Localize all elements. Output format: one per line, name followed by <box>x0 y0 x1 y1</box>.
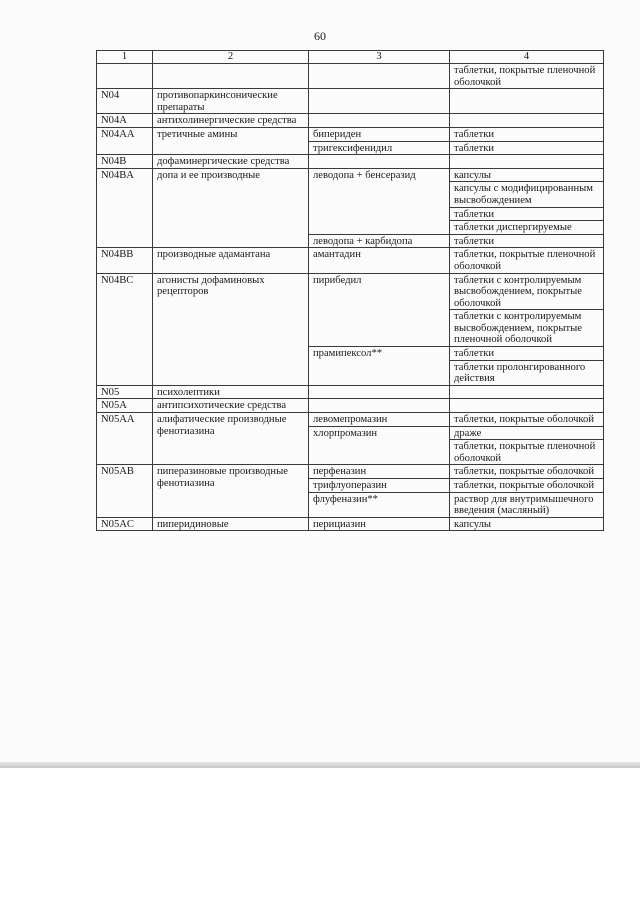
atc-code-cell: N04BC <box>97 273 153 385</box>
form-cell: драже <box>450 426 604 440</box>
table-row <box>97 155 604 169</box>
form-cell: таблетки, покрытые пленочной оболочкой <box>450 64 604 89</box>
page-edge <box>0 762 640 768</box>
atc-code-cell: N04AA <box>97 127 153 154</box>
form-cell: таблетки <box>450 127 604 141</box>
column-header: 2 <box>153 51 309 64</box>
group-cell: антипсихотические средства <box>153 399 309 413</box>
form-cell <box>450 385 604 399</box>
drug-cell: тригексифенидил <box>309 141 450 155</box>
form-cell <box>450 399 604 413</box>
drug-cell <box>309 89 450 114</box>
form-cell: капсулы <box>450 168 604 182</box>
form-cell: таблетки, покрытые оболочкой <box>450 479 604 493</box>
group-cell: антихолинергические средства <box>153 114 309 128</box>
form-cell: капсулы с модифицированным высвобождением <box>450 182 604 207</box>
table-row <box>97 517 604 531</box>
drug-cell: пирибедил <box>309 273 450 347</box>
table-row <box>97 114 604 128</box>
form-cell <box>450 89 604 114</box>
form-cell: таблетки, покрытые пленочной оболочкой <box>450 440 604 465</box>
group-cell <box>153 64 309 89</box>
table-row <box>97 385 604 399</box>
form-cell: таблетки, покрытые оболочкой <box>450 413 604 427</box>
drug-cell: прамипексол** <box>309 347 450 386</box>
table-row <box>97 413 604 427</box>
drug-cell <box>309 64 450 89</box>
form-cell <box>450 114 604 128</box>
drug-cell: левомепромазин <box>309 413 450 427</box>
form-cell <box>450 155 604 169</box>
table-row <box>97 399 604 413</box>
group-cell: психолептики <box>153 385 309 399</box>
atc-code-cell: N05AB <box>97 465 153 517</box>
drug-cell: бипериден <box>309 127 450 141</box>
form-cell: таблетки с контролируемым высвобождением, покрытые оболочкой <box>450 273 604 310</box>
group-cell: пиперидиновые <box>153 517 309 531</box>
table-row <box>97 273 604 310</box>
drug-cell: леводопа + карбидопа <box>309 234 450 248</box>
drug-cell: флуфеназин** <box>309 492 450 517</box>
form-cell: раствор для внутримышечного введения (масляный) <box>450 492 604 517</box>
group-cell: дофаминергические средства <box>153 155 309 169</box>
group-cell: алифатические производные фенотиазина <box>153 413 309 465</box>
drug-cell: хлорпромазин <box>309 426 450 465</box>
atc-code-cell: N05 <box>97 385 153 399</box>
form-cell: таблетки <box>450 347 604 361</box>
table-row <box>97 465 604 479</box>
form-cell: таблетки, покрытые оболочкой <box>450 465 604 479</box>
group-cell: противопаркинсонические препараты <box>153 89 309 114</box>
page-number: 60 <box>314 29 326 43</box>
table-row <box>97 89 604 114</box>
atc-code-cell <box>97 64 153 89</box>
header-row <box>97 51 604 64</box>
drug-table <box>96 50 604 531</box>
drug-cell: перициазин <box>309 517 450 531</box>
form-cell: таблетки, покрытые пленочной оболочкой <box>450 248 604 273</box>
column-header: 3 <box>309 51 450 64</box>
group-cell: допа и ее производные <box>153 168 309 248</box>
group-cell: производные адамантана <box>153 248 309 273</box>
drug-cell <box>309 155 450 169</box>
form-cell: капсулы <box>450 517 604 531</box>
form-cell: таблетки <box>450 141 604 155</box>
drug-cell <box>309 114 450 128</box>
group-cell: пиперазиновые производные фенотиазина <box>153 465 309 517</box>
table-row <box>97 127 604 141</box>
form-cell: таблетки диспергируемые <box>450 221 604 235</box>
table-row <box>97 168 604 182</box>
form-cell: таблетки <box>450 234 604 248</box>
drug-cell <box>309 385 450 399</box>
group-cell: третичные амины <box>153 127 309 154</box>
atc-code-cell: N05AC <box>97 517 153 531</box>
drug-cell: перфеназин <box>309 465 450 479</box>
drug-cell: трифлуоперазин <box>309 479 450 493</box>
table-row <box>97 64 604 89</box>
atc-code-cell: N05AA <box>97 413 153 465</box>
column-header: 1 <box>97 51 153 64</box>
atc-code-cell: N05A <box>97 399 153 413</box>
atc-code-cell: N04 <box>97 89 153 114</box>
atc-code-cell: N04BB <box>97 248 153 273</box>
form-cell: таблетки с контролируемым высвобождением, покрытые пленочной оболочкой <box>450 310 604 347</box>
atc-code-cell: N04B <box>97 155 153 169</box>
atc-code-cell: N04BA <box>97 168 153 248</box>
form-cell: таблетки пролонгированного действия <box>450 360 604 385</box>
atc-code-cell: N04A <box>97 114 153 128</box>
form-cell: таблетки <box>450 207 604 221</box>
drug-cell: амантадин <box>309 248 450 273</box>
group-cell: агонисты дофаминовых рецепторов <box>153 273 309 385</box>
drug-cell <box>309 399 450 413</box>
drug-cell: леводопа + бенсеразид <box>309 168 450 234</box>
column-header: 4 <box>450 51 604 64</box>
table-row <box>97 248 604 273</box>
